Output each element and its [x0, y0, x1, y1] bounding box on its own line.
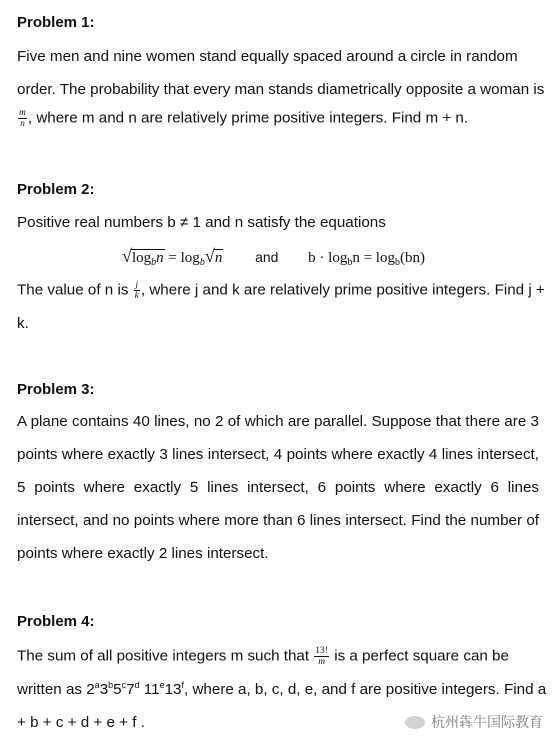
exp-b: b [108, 680, 114, 690]
base-11: 11 [139, 681, 160, 698]
exp-f: f [181, 680, 185, 690]
fraction-numerator: 13! [315, 646, 328, 656]
log-arg: n [156, 250, 164, 266]
fraction-m-over-n [18, 108, 27, 129]
fraction-numerator: j [135, 280, 139, 290]
sqrt-n [205, 247, 224, 269]
fraction-13-factorial-over-m [314, 646, 329, 667]
problem-2-equations [122, 246, 425, 269]
base-5: 5 [113, 681, 122, 698]
exp-d: d [134, 680, 140, 690]
eq2-end: (bn) [399, 250, 425, 266]
problem-2-line-3: k. [17, 315, 29, 332]
sqrt-arg: n [214, 250, 223, 266]
fraction-denominator: k [134, 291, 139, 301]
problem-1-line-3-text: , where m and n are relatively prime positive integers. Find m + n. [27, 109, 469, 127]
problem-2-line-2-rest: , where j and k are relatively prime positive integers. Find j + [140, 281, 545, 299]
problem-4-line-2 [17, 680, 546, 700]
radical-sign-icon: √ [122, 246, 132, 266]
exp-e: e [159, 680, 165, 690]
problem-2-line-2-pre: The value of n is [17, 281, 133, 299]
radical-sign-icon: √ [204, 246, 215, 266]
sqrt-log-b-n [122, 247, 165, 269]
problem-2-title: Problem 2: [17, 181, 95, 198]
eq2-base-2: b [394, 257, 400, 268]
log-base-2: b [199, 257, 205, 268]
problem-4-title: Problem 4: [17, 613, 95, 630]
problem-1-line-1: Five men and nine women stand equally spaced around a circle in random [17, 48, 518, 65]
problem-3-body: A plane contains 40 lines, no 2 of which are parallel. Suppose that there are 3 points where exactly 3 lines intersect, 4 points where exactly 4 lines intersect, 5 points where exactly 5 lines intersect, 6 points where exactly 6 lines intersect, and no points where more than 6 lines intersect. Find the number of points where exactly 2 lines intersect. [17, 413, 539, 562]
base-3: 3 [99, 681, 109, 698]
fraction-numerator: m [19, 108, 26, 118]
fraction-denominator: m [318, 657, 326, 667]
problem-2-line-1: Positive real numbers b ≠ 1 and n satisfy the equations [17, 214, 386, 231]
watermark-text: 杭州犇牛国际教育 [431, 714, 543, 730]
equals-log: = log [164, 250, 200, 266]
problem-4-line-2-rest: , where a, b, c, d, e, and f are positive integers. Find a [184, 681, 547, 698]
problem-2-line-2 [17, 280, 545, 301]
eq2-prefix: b · log [308, 250, 348, 266]
exp-c: c [121, 680, 127, 690]
exp-a: a [94, 680, 100, 690]
log-text: log [132, 250, 152, 266]
problem-4-line-3: + b + c + d + e + f . [17, 714, 145, 731]
eq2-base: b [347, 257, 353, 268]
fraction-j-over-k [134, 280, 140, 301]
problem-4-line-1-rest: is a perfect square can be [329, 647, 509, 665]
watermark [405, 713, 543, 731]
and-label: and [255, 249, 279, 265]
fraction-denominator: n [20, 119, 25, 129]
problem-4-line-1-pre: The sum of all positive integers m such that [17, 647, 314, 665]
problem-1-line-2: order. The probability that every man stands diametrically opposite a woman is [17, 81, 545, 98]
eq2-mid: n = log [352, 250, 395, 266]
problem-3-title: Problem 3: [17, 381, 95, 398]
text-2: written as 2 [17, 681, 95, 698]
base-13: 13 [164, 681, 182, 698]
base-7: 7 [126, 681, 135, 698]
problem-4-line-1 [17, 646, 539, 667]
chat-bubble-logo-icon [405, 716, 425, 729]
log-base: b [151, 257, 157, 268]
problem-1-title: Problem 1: [17, 14, 95, 31]
problem-1-line-3 [17, 108, 468, 129]
